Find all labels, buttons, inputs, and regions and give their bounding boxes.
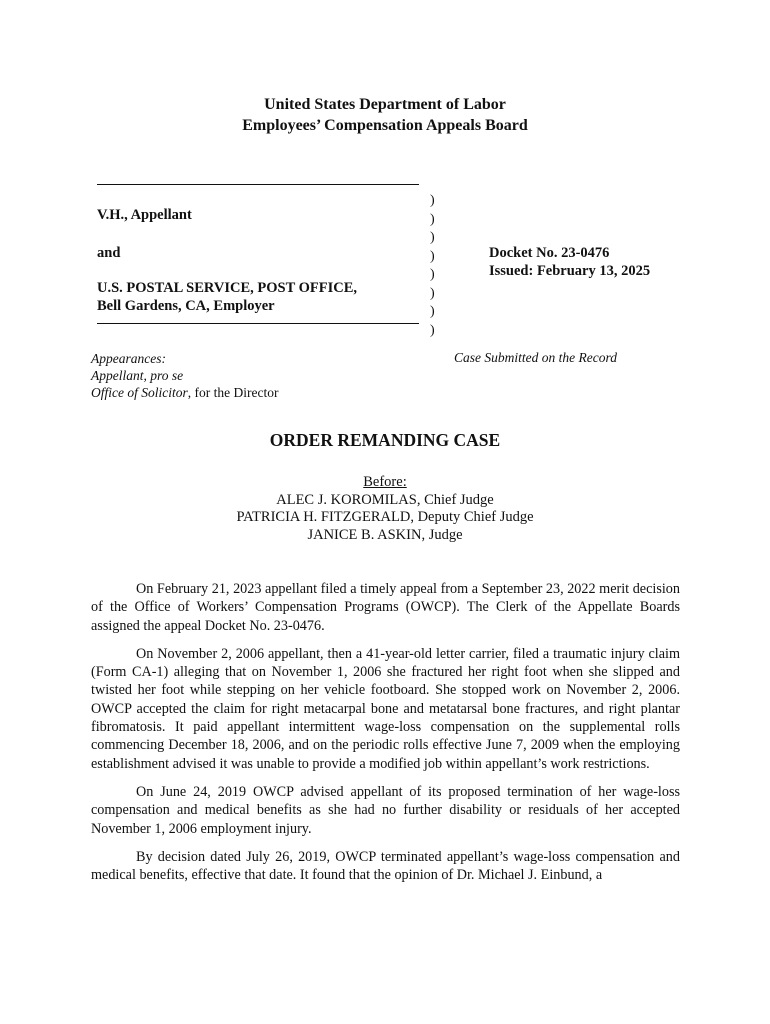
judge-1: ALEC J. KOROMILAS, Chief Judge — [276, 491, 494, 508]
judges-panel — [0, 474, 770, 544]
caption-parentheses: ) ) ) ) ) ) ) ) — [430, 193, 435, 338]
before-label: Before: — [363, 474, 407, 490]
docket-info — [489, 244, 650, 280]
paragraph-3: On June 24, 2019 OWCP advised appellant of its proposed termination of her wage-loss compensation and medical benefits as she had no further disability or residuals of her accepted November 1, 2006 employment injury. — [91, 783, 680, 837]
paragraph-4: By decision dated July 26, 2019, OWCP terminated appellant’s wage-loss compensation and medical benefits, effective that date. It found that the opinion of Dr. Michael J. Einbund, a — [91, 848, 680, 884]
case-caption — [97, 178, 717, 338]
appellant-pro-se: Appellant, pro se — [91, 368, 184, 383]
judge-3: JANICE B. ASKIN, Judge — [307, 526, 463, 543]
agency-header — [0, 94, 770, 136]
judge-2: PATRICIA H. FITZGERALD, Deputy Chief Judge — [236, 509, 534, 525]
issued-date: Issued: February 13, 2025 — [489, 263, 651, 279]
order-title: ORDER REMANDING CASE — [269, 430, 501, 450]
employer-line-2: Bell Gardens, CA, Employer — [97, 298, 275, 314]
appearances-label: Appearances: — [91, 351, 166, 366]
employer-line-1: U.S. POSTAL SERVICE, POST OFFICE, — [97, 280, 358, 296]
office-suffix: , for the Director — [187, 385, 279, 400]
caption-rule-bottom — [97, 323, 419, 325]
docket-number: Docket No. 23-0476 — [489, 245, 610, 261]
office-of-solicitor — [91, 384, 278, 401]
office-name: Office of Solicitor — [91, 385, 188, 400]
paragraph-2: On November 2, 2006 appellant, then a 41-year-old letter carrier, filed a traumatic injury claim (Form CA-1) alleging that on November 1, 2006 she fractured her right foot when she slipped and twisted her foot while stepping on her vehicle footboard. She stopped work on November 2, 2006. OWCP accepted the claim for right metacarpal bone and metatarsal bone fractures, and right plantar fibromatosis. It paid appellant intermittent wage-loss compensation on the supplemental rolls commencing December 18, 2006, and on the periodic rolls effective June 7, 2009 when the employing establishment advised it was unable to provide a modified job within appellant’s work restrictions. — [91, 645, 680, 772]
appearances-block — [91, 350, 278, 401]
agency-name: United States Department of Labor — [264, 96, 506, 113]
appellant-name: V.H., Appellant — [97, 207, 192, 223]
case-submitted-note: Case Submitted on the Record — [454, 350, 617, 365]
paragraph-1: On February 21, 2023 appellant filed a timely appeal from a September 23, 2022 merit decision of the Office of Workers’ Compensation Programs (OWCP). The Clerk of the Appellate Boards assigned the appeal Docket No. 23-0476. — [91, 581, 680, 634]
caption-rule-top — [97, 184, 419, 186]
board-name: Employees’ Compensation Appeals Board — [242, 117, 528, 134]
order-body — [91, 580, 680, 894]
caption-and: and — [97, 245, 121, 261]
employer-name — [97, 279, 357, 315]
